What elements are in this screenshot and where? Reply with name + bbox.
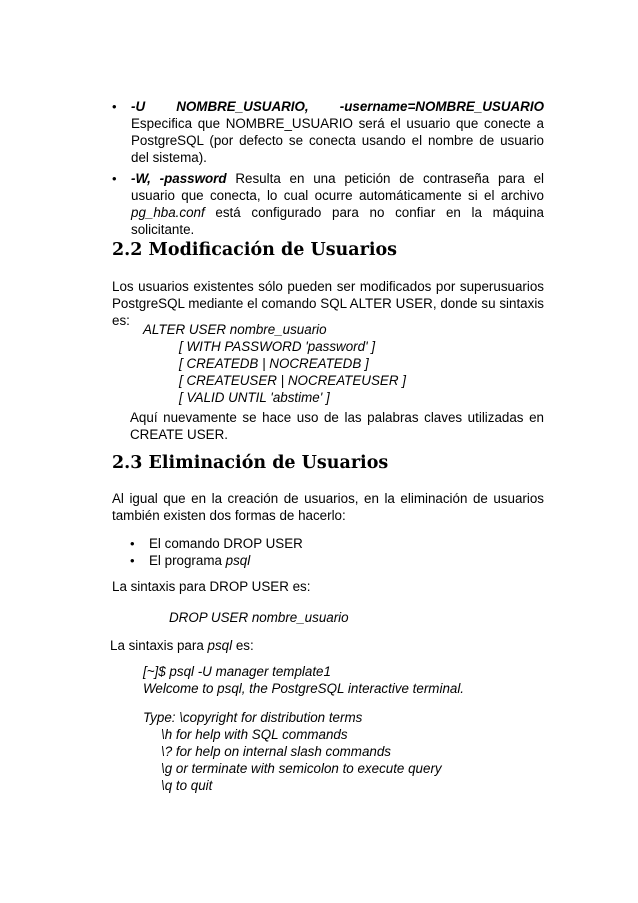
- psql-intro-text: La sintaxis para: [110, 638, 208, 653]
- terminal-block-2: [143, 709, 442, 794]
- option-w-term: -W, -password: [131, 171, 227, 186]
- drop-user-intro: La sintaxis para DROP USER es:: [112, 579, 311, 594]
- bullet-dot: •: [130, 536, 135, 551]
- method-item: [149, 552, 250, 569]
- bullet-dot: •: [112, 99, 117, 114]
- terminal-line: \h for help with SQL commands: [161, 727, 348, 742]
- terminal-line: \? for help on internal slash commands: [161, 744, 391, 759]
- syntax-line: [ CREATEUSER | NOCREATEUSER ]: [179, 373, 406, 388]
- bullet-dot: •: [112, 171, 117, 186]
- option-w-file: pg_hba.conf: [131, 205, 205, 220]
- psql-intro-italic: psql: [207, 638, 233, 653]
- terminal-line: [~]$ psql -U manager template1: [143, 664, 331, 679]
- option-u-desc: Especifica que NOMBRE_USUARIO será el usuario que conecte a PostgreSQL (por defecto se conecta usando el nombre de usuario del sistema).: [131, 116, 544, 165]
- terminal-line: Welcome to psql, the PostgreSQL interactive terminal.: [143, 681, 465, 696]
- option-w-desc: Resulta en una petición de contraseña para el usuario que conecta, lo cual ocurre automáticamente si el archivo: [131, 171, 544, 203]
- section-heading-eliminacion: 2.3 Eliminación de Usuarios: [112, 453, 389, 473]
- terminal-block-1: [143, 663, 464, 697]
- bullet-dot: •: [130, 553, 135, 568]
- eliminacion-paragraph: Al igual que en la creación de usuarios, en la eliminación de usuarios también existen dos formas de hacerlo:: [112, 491, 544, 523]
- alter-user-syntax: [143, 321, 406, 406]
- option-u-item: [131, 98, 544, 166]
- method-text: El programa: [149, 553, 226, 568]
- modificacion-note: Aquí nuevamente se hace uso de las palabras claves utilizadas en CREATE USER.: [130, 410, 544, 442]
- modificacion-paragraph: Los usuarios existentes sólo pueden ser modificados por superusuarios PostgreSQL mediante el comando SQL ALTER USER, donde su sintaxis es:: [112, 279, 544, 328]
- method-item: [149, 535, 303, 552]
- section-heading-modificacion: 2.2 Modificación de Usuarios: [112, 240, 398, 260]
- option-w-item: [131, 170, 544, 238]
- option-w-desc-end: está configurado para no confiar en la máquina solicitante.: [131, 205, 544, 237]
- syntax-line: [ CREATEDB | NOCREATEDB ]: [179, 356, 369, 371]
- syntax-line: [ WITH PASSWORD 'password' ]: [179, 339, 376, 354]
- terminal-line: \q to quit: [161, 778, 213, 793]
- terminal-line: Type: \copyright for distribution terms: [143, 710, 363, 725]
- syntax-line: [ VALID UNTIL 'abstime' ]: [179, 390, 330, 405]
- option-u-term: -U NOMBRE_USUARIO, -username=NOMBRE_USUARIO: [131, 99, 544, 114]
- terminal-line: \g or terminate with semicolon to execute query: [161, 761, 442, 776]
- drop-user-syntax: DROP USER nombre_usuario: [169, 610, 349, 625]
- psql-intro-end: es:: [232, 638, 254, 653]
- method-italic: psql: [225, 553, 251, 568]
- method-text: El comando DROP USER: [149, 536, 303, 551]
- psql-intro: [110, 637, 254, 654]
- syntax-line: ALTER USER nombre_usuario: [143, 322, 327, 337]
